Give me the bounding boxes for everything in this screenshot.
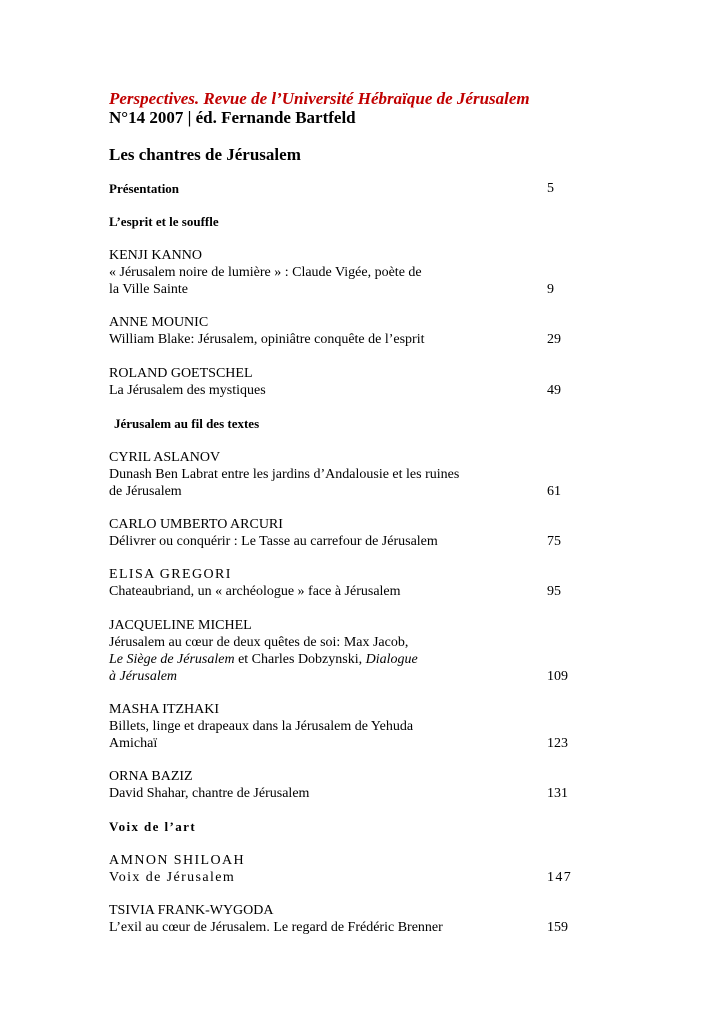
entry-page-number: 95 [547, 584, 561, 599]
entry-page-number: 159 [547, 920, 568, 935]
entry-title-italic: Dialogue [365, 652, 418, 667]
entry-title-line: David Shahar, chantre de Jérusalem [109, 786, 310, 801]
entry-author: CARLO UMBERTO ARCURI [109, 517, 283, 532]
entry-title-line: la Ville Sainte [109, 282, 188, 297]
entry-title-line: « Jérusalem noire de lumière » : Claude Vigée, poète de [109, 265, 422, 280]
section-heading-1: L’esprit et le souffle [109, 214, 219, 229]
entry-author: JACQUELINE MICHEL [109, 618, 252, 633]
entry-author: MASHA ITZHAKI [109, 702, 220, 717]
entry-author: ROLAND GOETSCHEL [109, 366, 253, 381]
entry-author: AMNON SHILOAH [109, 853, 246, 868]
entry-author: KENJI KANNO [109, 248, 202, 263]
entry-author: ELISA GREGORI [109, 567, 232, 582]
entry-author: ORNA BAZIZ [109, 769, 193, 784]
entry-page-number: 29 [547, 332, 561, 347]
entry-page-number: 75 [547, 534, 561, 549]
entry-title-line: L’exil au cœur de Jérusalem. Le regard de Frédéric Brenner [109, 920, 443, 935]
entry-title-line: de Jérusalem [109, 484, 182, 499]
entry-title-italic: Le Siège de Jérusalem [109, 652, 235, 667]
entry-page-number: 109 [547, 669, 568, 684]
entry-title-line: Jérusalem au cœur de deux quêtes de soi: Max Jacob, [109, 635, 409, 650]
presentation-label: Présentation [109, 181, 180, 196]
entry-author: CYRIL ASLANOV [109, 450, 221, 465]
entry-title-line: Chateaubriand, un « archéologue » face à Jérusalem [109, 584, 401, 599]
entry-author: ANNE MOUNIC [109, 315, 209, 330]
entry-page-number: 147 [547, 870, 573, 885]
entry-title-text: et Charles Dobzynski, [234, 652, 366, 667]
entry-title-line: Billets, linge et drapeaux dans la Jérusalem de Yehuda [109, 719, 414, 734]
entry-title-line [109, 651, 418, 668]
entry-page-number: 131 [547, 786, 568, 801]
entry-title-line: à Jérusalem [109, 669, 178, 684]
issue-theme-title: Les chantres de Jérusalem [109, 145, 301, 164]
entry-title-line: William Blake: Jérusalem, opiniâtre conquête de l’esprit [109, 332, 425, 347]
entry-page-number: 49 [547, 383, 561, 398]
section-heading-2: Jérusalem au fil des textes [114, 416, 260, 431]
entry-title-line: Dunash Ben Labrat entre les jardins d’Andalousie et les ruines [109, 467, 460, 482]
entry-page-number: 61 [547, 484, 561, 499]
entry-title-line: Amichaï [109, 736, 158, 751]
entry-title-line: La Jérusalem des mystiques [109, 383, 266, 398]
issue-line: N°14 2007 | éd. Fernande Bartfeld [109, 108, 356, 127]
journal-title: Perspectives. Revue de l’Université Hébraïque de Jérusalem [109, 89, 530, 108]
entry-title-line: Voix de Jérusalem [109, 870, 236, 885]
entry-page-number: 9 [547, 282, 554, 297]
entry-page-number: 123 [547, 736, 568, 751]
entry-author: TSIVIA FRANK-WYGODA [109, 903, 274, 918]
section-heading-3: Voix de l’art [109, 819, 197, 834]
entry-title-line: Délivrer ou conquérir : Le Tasse au carrefour de Jérusalem [109, 534, 438, 549]
presentation-page-number: 5 [547, 181, 554, 196]
